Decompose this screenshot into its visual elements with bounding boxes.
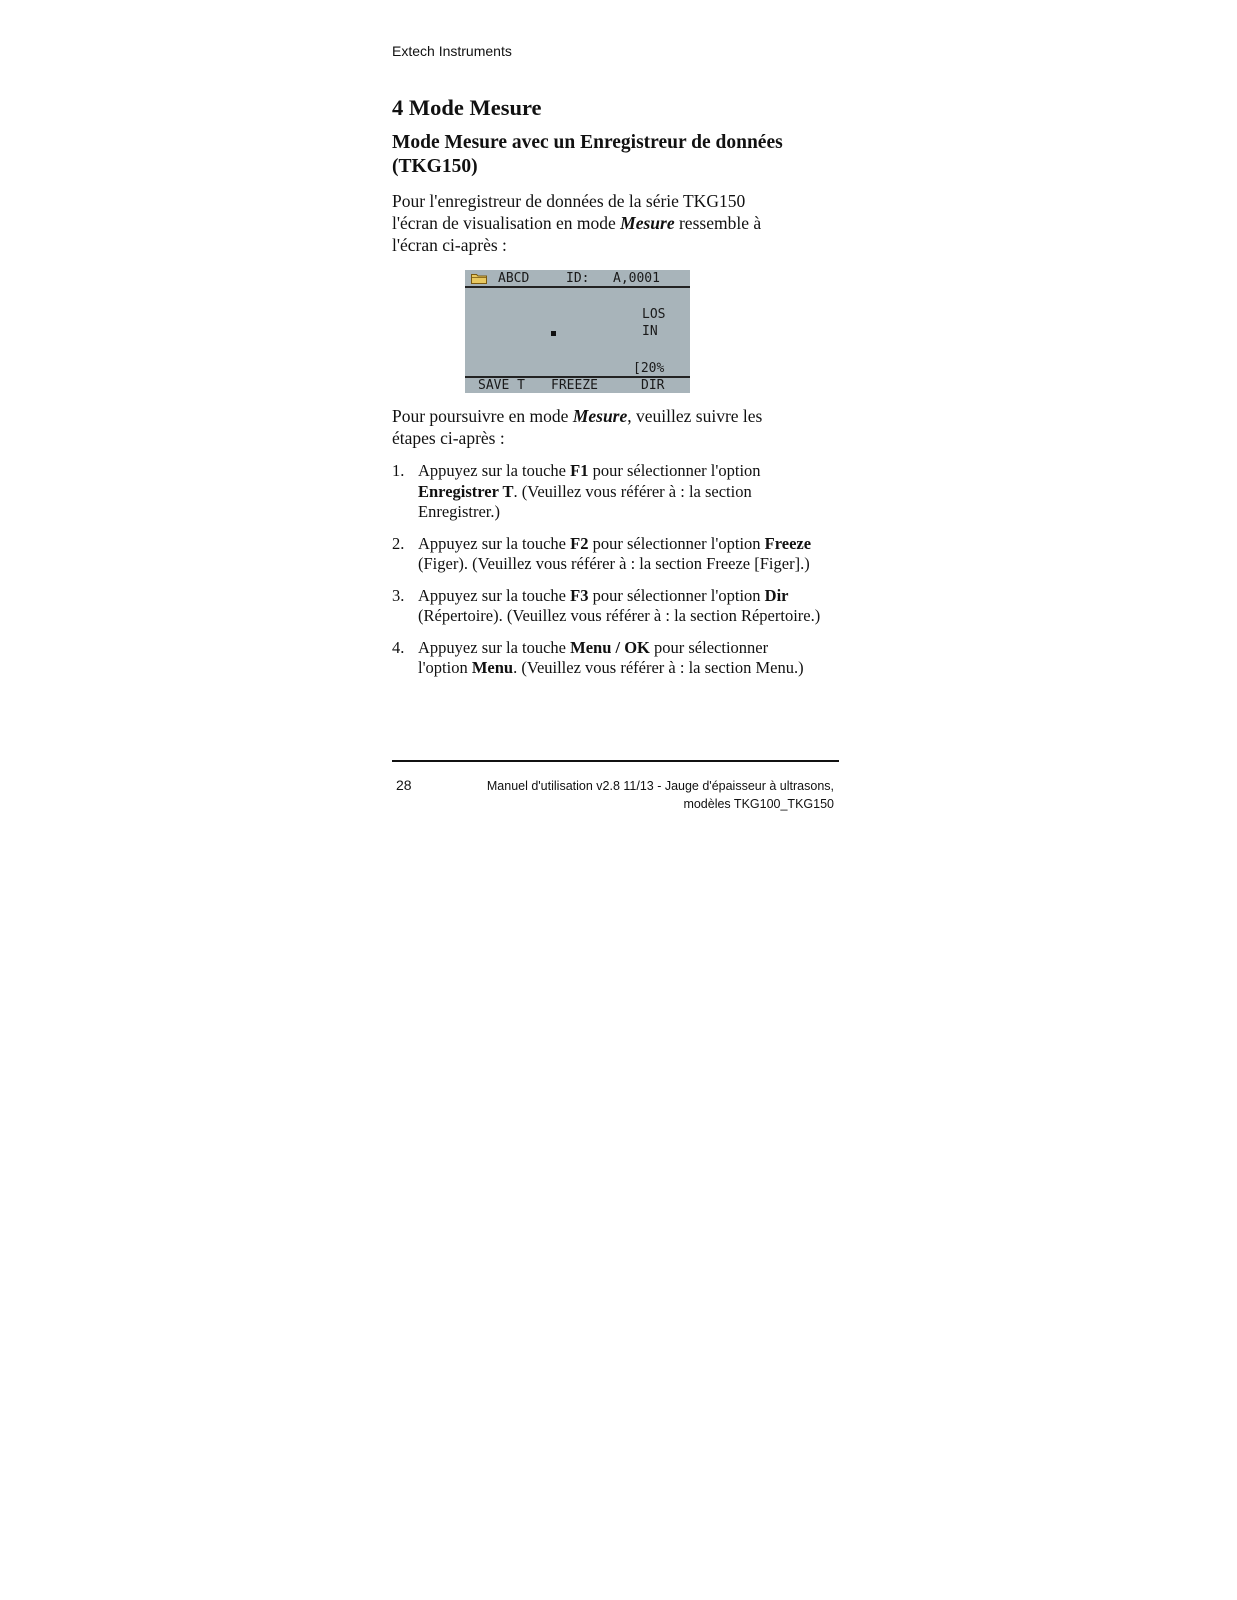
page-header: Extech Instruments (392, 43, 512, 59)
step-text: pour sélectionner (649, 637, 769, 657)
intro-paragraph (392, 190, 838, 256)
lcd-file-name: ABCD (498, 271, 530, 286)
intro-line-1: Pour l'enregistreur de données de la série TKG150 (392, 191, 746, 211)
step-text: (Figer). (Veuillez vous référer à : la section Freeze [Figer].) (418, 554, 810, 573)
step-option: Enregistrer T (418, 481, 514, 501)
lcd-softkey-bar (465, 376, 690, 393)
list-item (392, 586, 838, 627)
section-subtitle: Mode Mesure avec un Enregistreur de données (TKG150) (392, 132, 783, 177)
lcd-f3-label: DIR (641, 378, 665, 393)
footer-divider (392, 760, 839, 762)
continue-pre: Pour poursuivre en mode (392, 406, 573, 426)
intro-line-2-pre: l'écran de visualisation en mode (392, 213, 621, 233)
step-text: (Répertoire). (Veuillez vous référer à : la section Répertoire.) (418, 606, 821, 625)
step-text: Appuyez sur la touche (418, 461, 571, 480)
continue-line-2: étapes ci-après : (392, 428, 505, 448)
section-title: 4 Mode Mesure (392, 95, 542, 120)
continue-post: , veuillez suivre les (627, 406, 763, 426)
step-text: pour sélectionner l'option (588, 533, 765, 553)
step-number: 2. (392, 533, 405, 553)
step-text: pour sélectionner l'option (588, 585, 765, 605)
footer-line-1: Manuel d'utilisation v2.8 11/13 - Jauge d'épaisseur à ultrasons, (486, 779, 834, 793)
intro-line-2-post: ressemble à (674, 213, 762, 233)
step-option: Freeze (764, 533, 812, 553)
step-number: 1. (392, 461, 405, 480)
intro-mode-emphasis: Mesure (620, 213, 675, 233)
step-text: Appuyez sur la touche (418, 637, 571, 657)
step-option: Dir (764, 585, 789, 605)
step-key: F2 (570, 533, 589, 553)
page-number: 28 (396, 777, 412, 793)
continue-paragraph (392, 405, 838, 449)
lcd-unit: IN (642, 324, 658, 339)
steps-list (392, 461, 838, 679)
step-option: Menu (471, 658, 514, 677)
lcd-status-los: LOS (642, 307, 666, 322)
document-content (392, 94, 838, 690)
lcd-gain: [20% (633, 361, 665, 376)
step-text: l'option (418, 658, 472, 677)
lcd-f2-label: FREEZE (551, 378, 598, 393)
step-text: . (Veuillez vous référer à : la section Menu.) (513, 658, 804, 677)
step-text: . (Veuillez vous référer à : la section (513, 481, 752, 501)
step-text: Appuyez sur la touche (418, 585, 571, 605)
intro-line-3: l'écran ci-après : (392, 235, 507, 255)
lcd-id-label: ID: (566, 271, 590, 286)
list-item (392, 638, 838, 679)
step-key: F3 (570, 585, 589, 605)
step-key: Menu / OK (570, 637, 650, 657)
lcd-cursor-dot (551, 331, 556, 336)
step-text: Enregistrer.) (418, 502, 501, 521)
step-key: F1 (570, 461, 589, 480)
list-item (392, 534, 838, 575)
lcd-screen (465, 270, 690, 393)
list-item (392, 461, 838, 523)
step-number: 3. (392, 585, 405, 605)
continue-mode-emphasis: Mesure (572, 406, 628, 426)
footer-text (470, 777, 834, 813)
lcd-id-value: A,0001 (613, 271, 660, 286)
step-text: Appuyez sur la touche (418, 533, 571, 553)
folder-icon (471, 273, 487, 284)
lcd-f1-label: SAVE T (478, 378, 525, 393)
step-number: 4. (392, 637, 405, 657)
step-text: pour sélectionner l'option (588, 461, 761, 480)
lcd-status-bar (465, 270, 690, 288)
footer-line-2: modèles TKG100_TKG150 (683, 797, 834, 811)
